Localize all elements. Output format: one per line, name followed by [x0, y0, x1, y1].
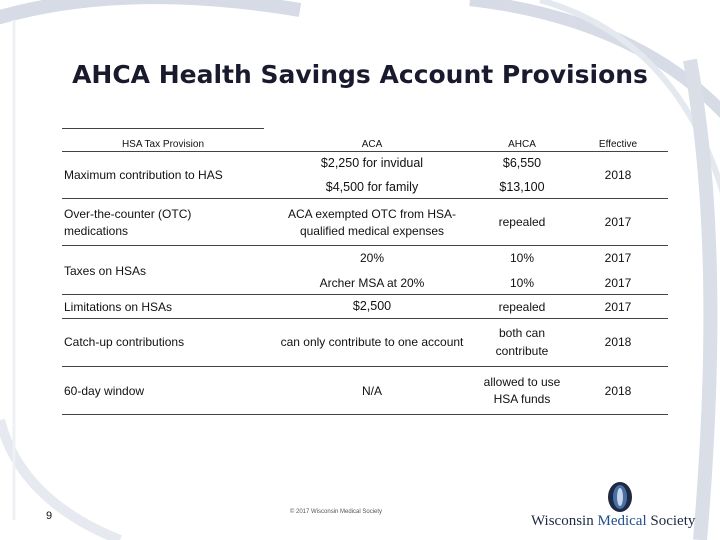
logo-word: Society — [650, 513, 696, 529]
row-divider — [62, 198, 668, 199]
aca-cell: $2,500 — [352, 299, 392, 313]
effective-cell: 2018 — [604, 335, 632, 349]
provision-cell: Over-the-counter (OTC) — [64, 207, 192, 221]
provision-cell: 60-day window — [64, 384, 145, 398]
aca-cell: $2,250 for invidual — [320, 156, 424, 170]
aca-cell: N/A — [361, 384, 382, 398]
row-divider — [62, 245, 668, 246]
ahca-cell: HSA funds — [493, 392, 551, 406]
society-logo-icon — [606, 481, 634, 513]
ahca-cell: allowed to use — [483, 375, 561, 389]
ahca-cell: $13,100 — [499, 180, 545, 194]
row-divider — [62, 366, 668, 367]
effective-cell: 2017 — [604, 300, 632, 314]
ahca-cell: contribute — [495, 344, 549, 358]
aca-cell: $4,500 for family — [325, 180, 419, 194]
ahca-cell: repealed — [498, 215, 546, 229]
effective-cell: 2017 — [604, 251, 632, 265]
effective-cell: 2018 — [604, 384, 632, 398]
row-divider — [62, 414, 668, 415]
aca-cell: Archer MSA at 20% — [319, 276, 425, 290]
provision-cell: Taxes on HSAs — [64, 264, 147, 278]
aca-cell: ACA exempted OTC from HSA- — [287, 207, 457, 221]
ahca-cell: both can — [498, 326, 546, 340]
aca-cell: 20% — [359, 251, 385, 265]
aca-cell: qualified medical expenses — [299, 224, 445, 238]
header-effective: Effective — [598, 139, 638, 150]
header-ahca: AHCA — [508, 139, 536, 150]
page-title: AHCA Health Savings Account Provisions — [72, 60, 648, 89]
effective-cell: 2017 — [604, 215, 632, 229]
provision-cell: Maximum contribution to HAS — [64, 168, 223, 182]
row-divider — [62, 318, 668, 319]
header-top-line — [62, 128, 264, 129]
row-divider — [62, 294, 668, 295]
ahca-cell: 10% — [509, 276, 535, 290]
effective-cell: 2017 — [604, 276, 632, 290]
provision-cell: Limitations on HSAs — [64, 300, 173, 314]
ahca-cell: 10% — [509, 251, 535, 265]
society-logo-text — [531, 513, 695, 530]
page-number: 9 — [46, 510, 53, 522]
logo-word: Medical — [597, 513, 647, 529]
logo-word: Wisconsin — [531, 513, 594, 529]
provision-cell: Catch-up contributions — [64, 335, 185, 349]
effective-cell: 2018 — [604, 168, 632, 182]
copyright-text: © 2017 Wisconsin Medical Society — [289, 509, 383, 515]
aca-cell: can only contribute to one account — [280, 335, 464, 349]
header-aca: ACA — [361, 139, 383, 150]
header-provision: HSA Tax Provision — [121, 139, 205, 150]
ahca-cell: repealed — [498, 300, 546, 314]
ahca-cell: $6,550 — [502, 156, 542, 170]
provision-cell: medications — [64, 224, 129, 238]
